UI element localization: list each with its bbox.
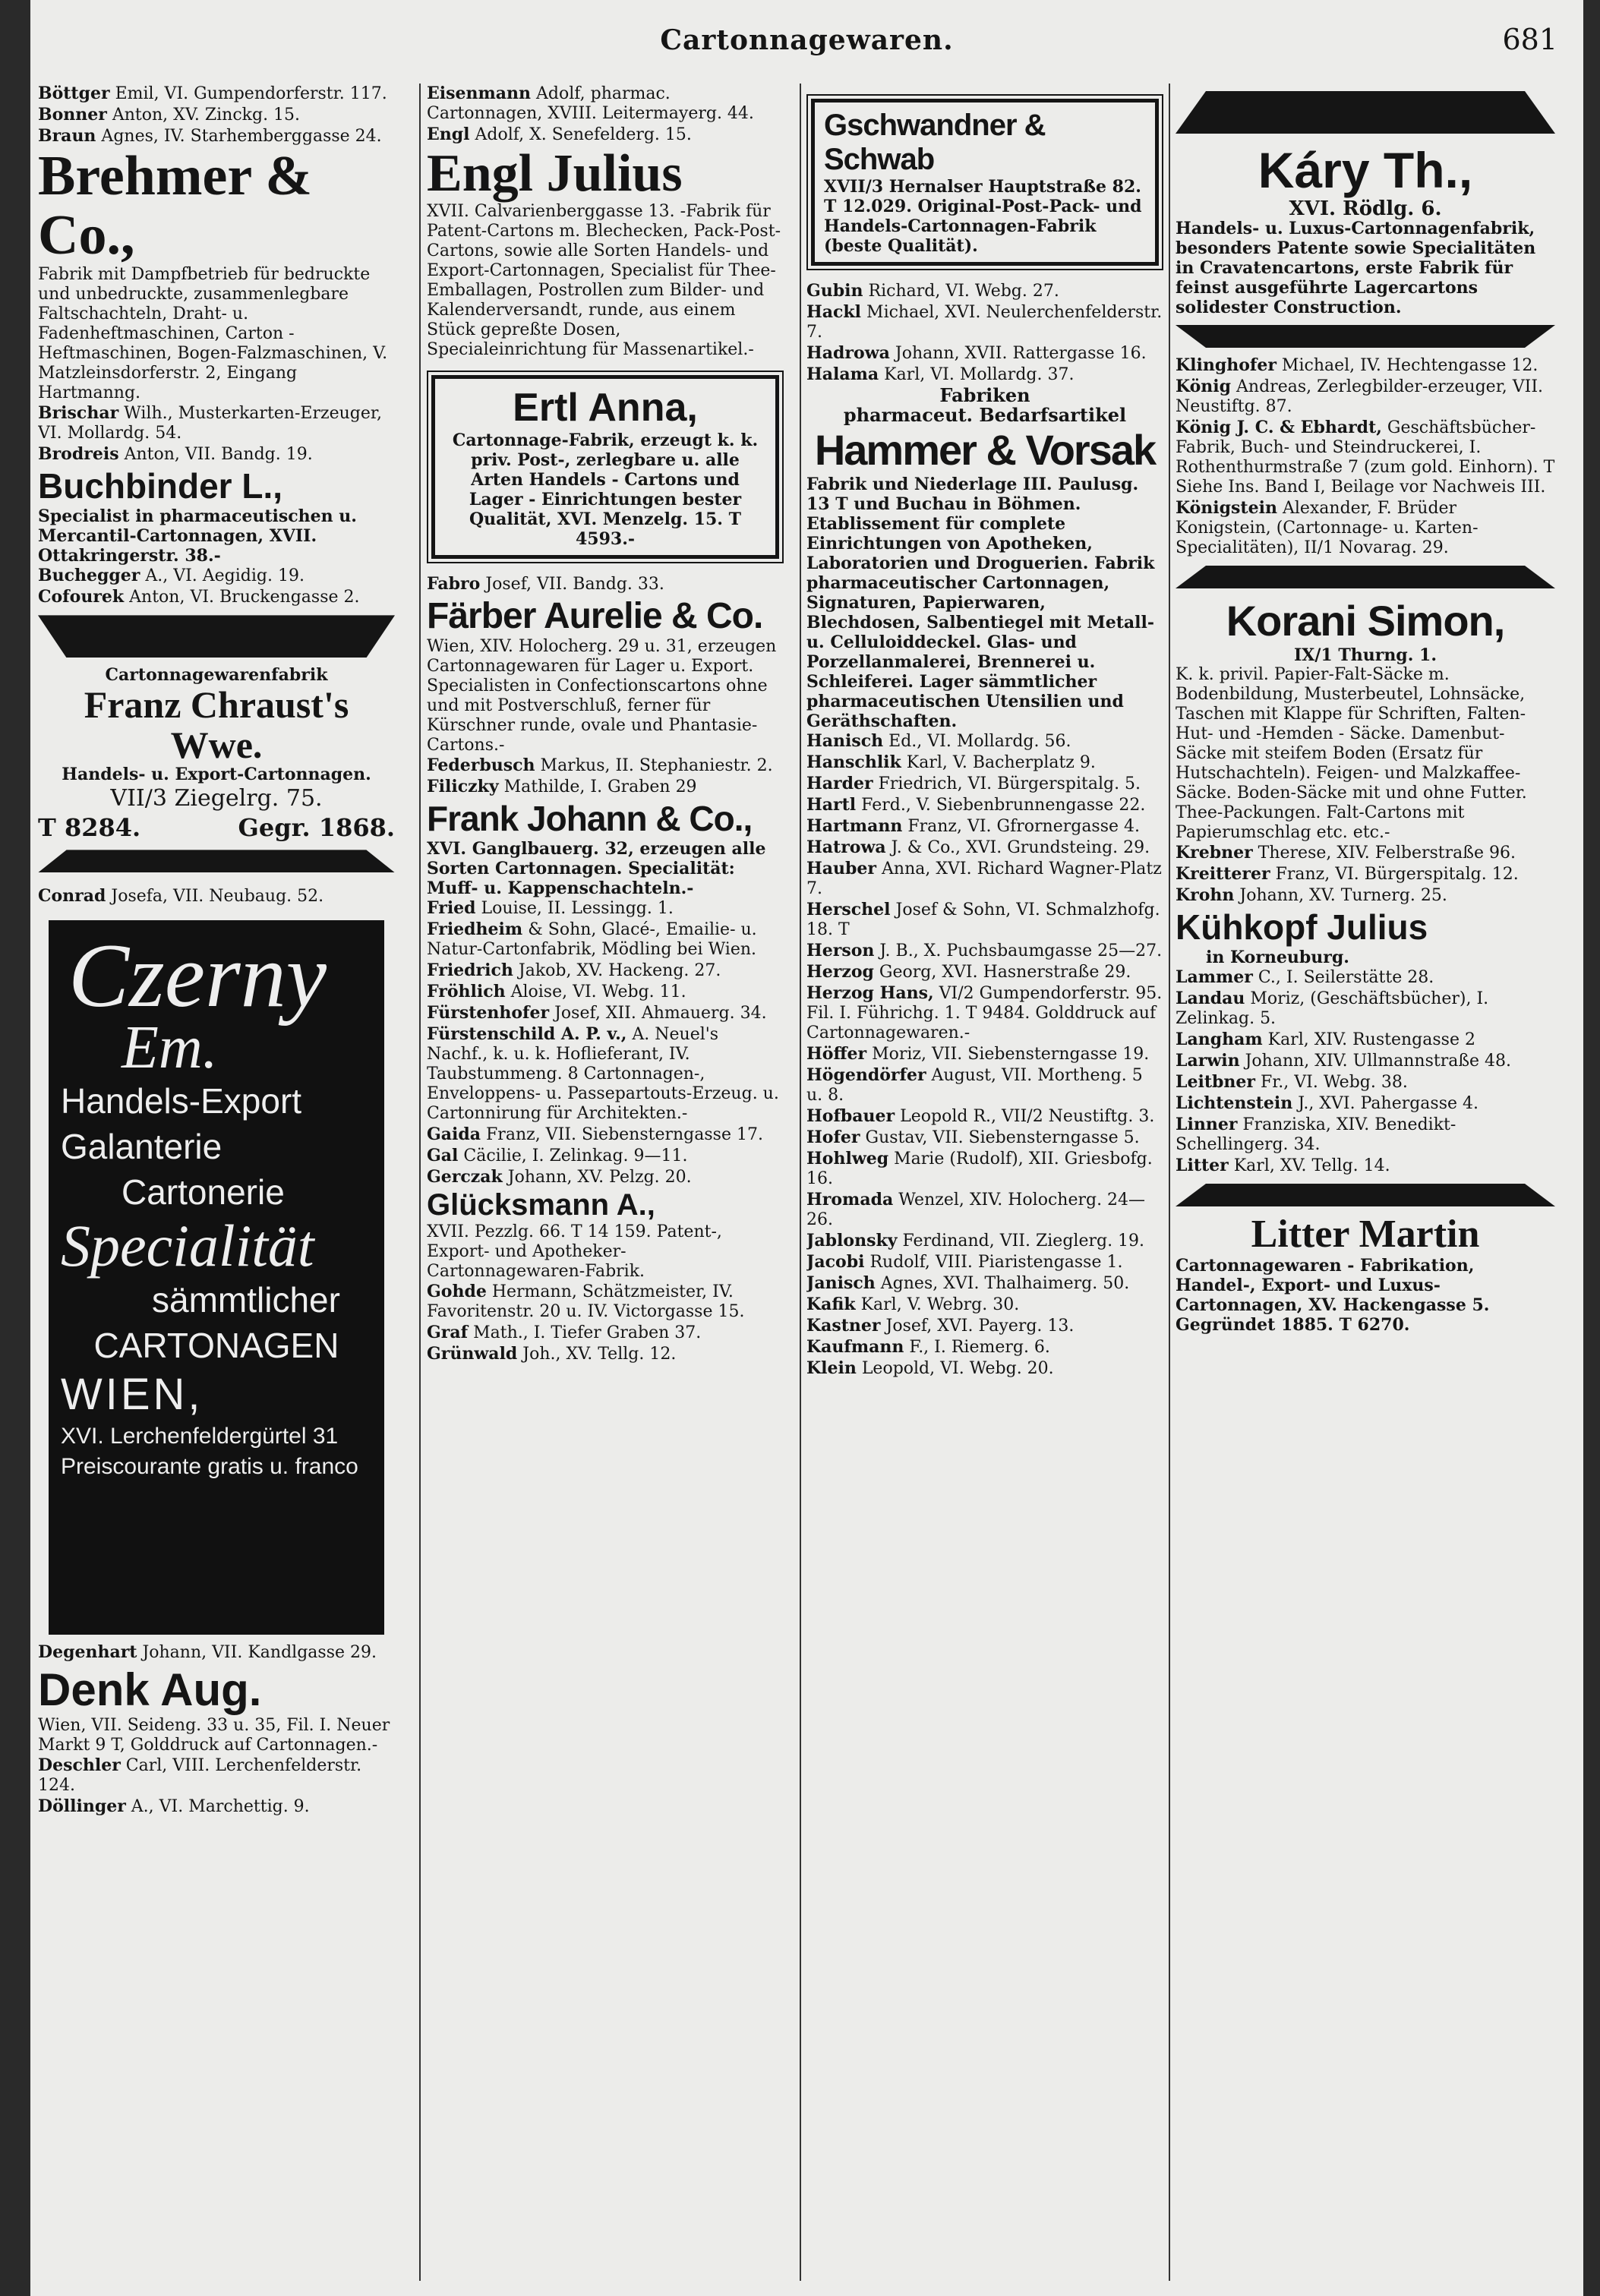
- entry-name: Kaufmann: [806, 1337, 904, 1357]
- directory-entry: [806, 962, 1163, 982]
- running-head: Cartonnagewaren.: [660, 24, 954, 56]
- entry-name: Herzog Hans,: [806, 983, 934, 1003]
- entry-name: Fröhlich: [427, 981, 506, 1001]
- ad-name: Kühkopf Julius: [1176, 907, 1428, 947]
- directory-entry: [38, 84, 395, 104]
- ad-czerny: [49, 920, 384, 1635]
- entry-details: Johann, XV. Turnerg. 25.: [1234, 886, 1447, 905]
- ad-name: Korani Simon,: [1226, 597, 1505, 645]
- entry-name: Klein: [806, 1358, 857, 1378]
- entry-name: Gaida: [427, 1124, 481, 1144]
- directory-entry: [427, 125, 784, 145]
- entry-details: Hermann, Schätzmeister, IV. Favoritenstr. 20 u. IV. Victorgasse 15.: [427, 1282, 745, 1321]
- ad-text: Specialist in pharmaceutischen u. Mercantil-Cartonnagen, XVII. Ottakringerstr. 38.-: [38, 506, 357, 566]
- ad-founded: Gegr. 1868.: [238, 813, 395, 843]
- directory-entry: [1176, 864, 1555, 885]
- directory-entry: [806, 343, 1163, 364]
- directory-entry: [38, 566, 395, 586]
- directory-entry: [806, 1295, 1163, 1315]
- entry-details: Alexander, F. Brüder Konigstein, (Cartonnage- u. Karten-Specialitäten), II/1 Novarag. 29.: [1176, 499, 1479, 557]
- directory-entry: [806, 900, 1163, 940]
- entry-details: Leopold R., VII/2 Neustiftg. 3.: [895, 1107, 1155, 1126]
- entry-name: Kreitterer: [1176, 864, 1270, 884]
- entry-details: Wenzel, XIV. Holocherg. 24—26.: [806, 1191, 1146, 1229]
- entry-details: Agnes, IV. Starhemberggasse 24.: [96, 127, 382, 146]
- entry-name: König J. C. & Ebhardt,: [1176, 418, 1382, 437]
- entry-name: Gubin: [806, 281, 863, 301]
- entry-details: Ferdinand, VII. Zieglerg. 19.: [897, 1232, 1145, 1250]
- entry-name: Landau: [1176, 989, 1245, 1008]
- ad-name: Hammer & Vorsak: [814, 426, 1156, 474]
- ad-address: XVI. Lerchenfeldergürtel 31: [61, 1424, 339, 1449]
- entry-details: Anton, VII. Bandg. 19.: [118, 445, 313, 465]
- entry-details: Josef, XII. Ahmauerg. 34.: [549, 1003, 767, 1023]
- entry-details: Adolf, pharmac. Cartonnagen, XVIII. Leitermayerg. 44.: [427, 84, 754, 123]
- directory-entry: [427, 898, 784, 919]
- entry-name: Lichtenstein: [1176, 1093, 1293, 1113]
- entry-details: Louise, II. Lessingg. 1.: [475, 898, 674, 918]
- directory-entry: [806, 1190, 1163, 1230]
- ad-name: Ertl Anna,: [513, 385, 698, 430]
- entry-name: Döllinger: [38, 1796, 126, 1817]
- ad-name: Brehmer & Co.,: [38, 145, 313, 266]
- ad-line: Cartonerie: [121, 1172, 285, 1213]
- directory-entry: [38, 126, 395, 147]
- entry-name: Gerczak: [427, 1166, 503, 1187]
- ad-name: Káry Th.,: [1258, 142, 1473, 198]
- entry-details: Josefa, VII. Neubaug. 52.: [106, 887, 324, 907]
- entry-details: F., I. Riemerg. 6.: [904, 1338, 1050, 1357]
- entry-details: Franz, VI. Bürgerspitalg. 12.: [1270, 865, 1519, 884]
- ornament-bar: [38, 850, 395, 872]
- directory-entry: [806, 1337, 1163, 1358]
- entry-name: Herzog: [806, 962, 874, 982]
- ad-city: WIEN,: [61, 1370, 204, 1420]
- directory-entry: [1176, 989, 1555, 1029]
- entry-details: Math., I. Tiefer Graben 37.: [468, 1323, 702, 1342]
- directory-entry: [1176, 843, 1555, 863]
- ad-name: Litter Martin: [1251, 1213, 1480, 1256]
- entry-details: Michael, XVI. Neulerchenfelderstr. 7.: [806, 303, 1163, 342]
- entry-details: Michael, IV. Hechtengasse 12.: [1276, 356, 1538, 375]
- entry-details: Anna, XVI. Richard Wagner-Platz 7.: [806, 859, 1162, 898]
- entry-details: Jakob, XV. Hackeng. 27.: [513, 960, 721, 980]
- directory-entry: [427, 1024, 784, 1124]
- directory-entry: [427, 1323, 784, 1343]
- ad-line: Cartonnagewarenfabrik: [105, 665, 328, 686]
- directory-entry: [806, 1273, 1163, 1294]
- ad-name: Frank Johann & Co.,: [427, 798, 753, 838]
- entry-name: Hanisch: [806, 731, 884, 751]
- directory-entry: [806, 837, 1163, 858]
- directory-entry: [806, 364, 1163, 385]
- directory-entry: [806, 774, 1163, 794]
- entry-name: Hanschlik: [806, 752, 901, 772]
- entry-name: Janisch: [806, 1273, 876, 1293]
- directory-entry: [1176, 1030, 1555, 1050]
- ad-engl: [427, 146, 784, 360]
- directory-entry: [806, 1128, 1163, 1148]
- entry-name: Federbusch: [427, 755, 535, 775]
- entry-details: Wilh., Musterkarten-Erzeuger, VI. Mollardg. 54.: [38, 404, 382, 443]
- ad-litter: [1176, 1214, 1555, 1335]
- entry-name: Klinghofer: [1176, 355, 1277, 375]
- entry-details: Anton, XV. Zinckg. 15.: [106, 106, 301, 125]
- entry-name: Hromada: [806, 1190, 894, 1210]
- entry-details: August, VII. Mortheng. 5 u. 8.: [806, 1066, 1143, 1105]
- directory-entry: [38, 886, 395, 907]
- ad-text: Fabrik mit Dampfbetrieb für bedruckte und unbedruckte, zusammenlegbare Faltschachteln, Draht- u. Fadenheftmaschinen, Carton - Heftmaschinen, Bogen-Falzmaschinen, V. Matzleinsdorferstr. 2, Eingang Hartmanng.: [38, 265, 388, 403]
- entry-details: Andreas, Zerlegbilder-erzeuger, VII. Neustiftg. 87.: [1176, 377, 1544, 416]
- directory-entry: [1176, 885, 1555, 906]
- ad-gschwandner: [811, 99, 1159, 266]
- ornament-bar: [1176, 566, 1555, 588]
- ad-text: XVII. Calvarienberggasse 13. -Fabrik für Patent-Cartons m. Blechecken, Pack-Post-Cartons, sowie alle Sorten Handels- und Export-Cartonnagen, Specialist für Thee-Emballagen, Postrollen zum Bilder- und Kalenderversandt, runde, aus einem Stück gepreßte Dosen, Specialeinrichtung für Massenartikel.-: [427, 201, 781, 359]
- entry-name: Brischar: [38, 403, 119, 424]
- entry-name: Graf: [427, 1322, 469, 1342]
- entry-details: Geschäftsbücher-Fabrik, Buch- und Steindruckerei, I. Rothenthurmstraße 7 (zum gold. Einhorn). T Siehe Ins. Band I, Beilage vor Nachweis III.: [1176, 418, 1555, 497]
- column-4: [1176, 84, 1555, 2281]
- ad-heading: pharmaceut. Bedarfsartikel: [843, 404, 1127, 426]
- entry-details: A., VI. Aegidig. 19.: [140, 566, 305, 586]
- directory-entry: [427, 1167, 784, 1187]
- ad-buchbinder: [38, 465, 395, 566]
- entry-name: Fürstenhofer: [427, 1002, 550, 1023]
- entry-details: Cäcilie, I. Zelinkag. 9—11.: [458, 1146, 688, 1165]
- entry-details: Franziska, XIV. Benedikt-Schellingerg. 34.: [1176, 1115, 1456, 1154]
- entry-details: Mathilde, I. Graben 29: [498, 777, 697, 796]
- directory-entry: [1176, 355, 1555, 376]
- entry-details: Josef, XVI. Payerg. 13.: [880, 1317, 1075, 1336]
- entry-name: König: [1176, 377, 1232, 396]
- entry-details: Therese, XIV. Felberstraße 96.: [1252, 844, 1516, 863]
- ad-heading: Fabriken: [939, 384, 1030, 406]
- directory-entry: [38, 1642, 395, 1663]
- entry-name: Bonner: [38, 105, 107, 125]
- entry-name: Krohn: [1176, 885, 1235, 905]
- ad-name: Gschwandner & Schwab: [824, 109, 1046, 176]
- ad-ertl: [431, 375, 779, 559]
- entry-details: Franz, VI. Gfrornergasse 4.: [902, 817, 1141, 836]
- ad-line: Galanterie: [61, 1127, 222, 1167]
- entry-name: Leitbner: [1176, 1072, 1255, 1092]
- ad-brehmer: [38, 147, 395, 403]
- ornament-bar: [1176, 91, 1555, 134]
- directory-entry: [806, 752, 1163, 773]
- entry-name: Hatrowa: [806, 837, 886, 857]
- directory-entry: [1176, 498, 1555, 558]
- entry-details: J. B., X. Puchsbaumgasse 25—27.: [874, 941, 1163, 960]
- ad-text: Wien, VII. Seideng. 33 u. 35, Fil. I. Neuer Markt 9 T, Golddruck auf Cartonnagen.-: [38, 1716, 390, 1755]
- entry-details: Joh., XV. Tellg. 12.: [517, 1344, 677, 1364]
- directory-entry: [806, 1149, 1163, 1189]
- entry-details: Marie (Rudolf), XII. Griesbofg. 16.: [806, 1150, 1153, 1188]
- ad-address: VII/3 Ziegelrg. 75.: [110, 785, 323, 812]
- ad-name: Färber Aurelie & Co.: [427, 595, 763, 636]
- ad-text: XVI. Ganglbauerg. 32, erzeugen alle Sorten Cartonnagen. Specialität: Muff- u. Kappenschachteln.-: [427, 838, 766, 898]
- entry-details: Friedrich, VI. Bürgerspitalg. 5.: [873, 774, 1141, 793]
- directory-entry: [38, 403, 395, 443]
- entry-name: Hauber: [806, 859, 877, 878]
- entry-details: Carl, VIII. Lerchenfelderstr. 124.: [38, 1756, 362, 1796]
- entry-details: Johann, XIV. Ullmannstraße 48.: [1239, 1052, 1512, 1071]
- directory-entry: [1176, 1093, 1555, 1114]
- directory-entry: [38, 587, 395, 607]
- ad-kary: [1176, 141, 1555, 317]
- directory-entry: [1176, 377, 1555, 417]
- directory-entry: [1176, 1115, 1555, 1155]
- entry-name: Filiczky: [427, 776, 499, 796]
- ad-line: Handels-Export: [61, 1081, 302, 1121]
- entry-details: J., XVI. Pahergasse 4.: [1292, 1094, 1479, 1113]
- directory-entry: [427, 1344, 784, 1364]
- ad-gluecksmann: [427, 1188, 784, 1282]
- ad-address: IX/1 Thurng. 1.: [1294, 645, 1437, 665]
- entry-name: Lammer: [1176, 967, 1253, 987]
- entry-name: Langham: [1176, 1030, 1263, 1049]
- entry-details: Josef & Sohn, VI. Schmalzhofg. 18. T: [806, 900, 1160, 939]
- directory-entry: [806, 1231, 1163, 1251]
- column-rule: [800, 84, 801, 2281]
- page-number: 681: [1502, 23, 1557, 56]
- directory-entry: [806, 731, 1163, 752]
- entry-name: Högendörfer: [806, 1065, 926, 1085]
- entry-name: Jacobi: [806, 1252, 865, 1272]
- entry-details: Karl, XIV. Rustengasse 2: [1262, 1030, 1475, 1049]
- entry-details: J. & Co., XVI. Grundsteing. 29.: [885, 838, 1150, 857]
- directory-entry: [1176, 1072, 1555, 1093]
- entry-name: Cofourek: [38, 587, 125, 607]
- ad-denk: [38, 1664, 395, 1755]
- ad-address: XVI. Rödlg. 6.: [1289, 197, 1442, 220]
- entry-name: Hartl: [806, 795, 857, 815]
- directory-entry: [427, 777, 784, 797]
- directory-entry: [1176, 1051, 1555, 1071]
- ad-name: Denk Aug.: [38, 1664, 262, 1716]
- ad-text: Cartonnagewaren - Fabrikation, Handel-, Export- und Luxus-Cartonnagen, XV. Hackengasse 5. Gegründet 1885. T 6270.: [1176, 1255, 1490, 1335]
- column-2: [427, 84, 784, 2281]
- entry-details: Johann, VII. Kandlgasse 29.: [137, 1643, 377, 1663]
- entry-name: Krebner: [1176, 843, 1253, 863]
- ad-chraust: [38, 665, 395, 842]
- ornament-bar: [1176, 1184, 1555, 1206]
- directory-entry: [427, 755, 784, 776]
- directory-entry: [806, 816, 1163, 837]
- directory-entry: [427, 1146, 784, 1166]
- entry-name: Böttger: [38, 84, 110, 103]
- entry-details: Markus, II. Stephaniestr. 2.: [535, 755, 773, 775]
- entry-details: Johann, XVII. Rattergasse 16.: [889, 344, 1147, 363]
- ad-text: Fabrik und Niederlage III. Paulusg. 13 T und Buchau in Böhmen. Etablissement für complete Einrichtungen von Apotheken, Laboratorien und Droguerien. Fabrik pharmaceutischer Cartonnagen, Signaturen, Papierwaren, Blechdosen, Salbentiegel mit Metall- u. Celluloiddeckel. Glas- und Porzellanmalerei, Brennerei u. Schleiferei. Lager sämmtlicher pharmaceutischen Utensilien und Geräthschaften.: [806, 475, 1155, 731]
- entry-details: Gustav, VII. Siebensterngasse 5.: [860, 1128, 1140, 1147]
- entry-name: Kafik: [806, 1295, 856, 1314]
- ad-kuehkopf: [1176, 907, 1555, 967]
- directory-entry: [1176, 418, 1555, 497]
- ad-text: K. k. privil. Papier-Falt-Säcke m. Bodenbildung, Musterbeutel, Lohnsäcke, Taschen mit Klappe für Schriften, Falten-Hut- und -Hemden - Säcke. Damenbut-Säcke mit steifem Boden (Ersatz für Hutschachteln). Feigen- und Malzkaffee-Säcke. Boden-Säcke mit und ohne Futter. Thee-Packungen. Falt-Cartons mit Papierumschlag etc. etc.-: [1176, 665, 1527, 842]
- entry-name: Eisenmann: [427, 84, 532, 103]
- directory-entry: [806, 1044, 1163, 1064]
- directory-entry: [806, 1252, 1163, 1273]
- directory-entry: [427, 919, 784, 960]
- directory-entry: [1176, 967, 1555, 988]
- entry-details: Franz, VII. Siebensterngasse 17.: [481, 1124, 763, 1144]
- entry-details: Karl, VI. Mollardg. 37.: [879, 365, 1075, 384]
- entry-details: Ed., VI. Mollardg. 56.: [883, 732, 1071, 751]
- ad-name: Engl Julius: [427, 144, 683, 203]
- entry-name: Königstein: [1176, 498, 1277, 518]
- ornament-bar: [1176, 325, 1555, 348]
- column-rule: [1169, 84, 1170, 2281]
- ad-line: Preiscourante gratis u. franco: [61, 1454, 358, 1480]
- entry-details: Agnes, XVI. Thalhaimerg. 50.: [875, 1274, 1130, 1293]
- ad-text: Handels- u. Luxus-Cartonnagenfabrik, besonders Patente sowie Specialitäten in Cravatencartons, erste Fabrik für feinst ausgeführte Lagercartons solidester Construction.: [1176, 219, 1536, 317]
- entry-name: Grünwald: [427, 1343, 518, 1364]
- column-3: [806, 84, 1163, 2281]
- column-rule: [419, 84, 421, 2281]
- entry-details: VI/2 Gumpendorferstr. 95. Fil. I. Führichg. 1. T 9484. Golddruck auf Cartonnagewaren.-: [806, 984, 1163, 1042]
- entry-details: Moriz, VII. Siebensterngasse 19.: [866, 1045, 1150, 1064]
- directory-entry: [427, 1003, 784, 1023]
- entry-name: Hohlweg: [806, 1149, 889, 1168]
- entry-name: Fabro: [427, 573, 481, 594]
- directory-page: [30, 0, 1583, 2296]
- directory-entry: [806, 302, 1163, 342]
- entry-name: Gohde: [427, 1281, 487, 1301]
- entry-name: Jablonsky: [806, 1231, 898, 1250]
- directory-entry: [806, 281, 1163, 301]
- entry-name: Degenhart: [38, 1642, 137, 1663]
- ad-line: Handels- u. Export-Cartonnagen.: [62, 765, 371, 785]
- ad-address: in Korneuburg.: [1206, 948, 1349, 967]
- entry-details: Karl, V. Bacherplatz 9.: [901, 753, 1096, 772]
- column-1: [38, 84, 395, 2281]
- entry-details: Emil, VI. Gumpendorferstr. 117.: [109, 84, 387, 103]
- directory-entry: [1176, 1156, 1555, 1176]
- entry-details: C., I. Seilerstätte 28.: [1252, 968, 1434, 987]
- directory-entry: [806, 859, 1163, 899]
- ad-name: Buchbinder L.,: [38, 466, 282, 506]
- entry-name: Larwin: [1176, 1051, 1240, 1071]
- ad-text: Cartonnage-Fabrik, erzeugt k. k. priv. Post-, zerlegbare u. alle Arten Handels - Cartons und Lager - Einrichtungen bester Qualität, XVI. Menzelg. 15. T 4593.-: [452, 430, 759, 549]
- entry-details: Karl, V. Webrg. 30.: [855, 1295, 1020, 1314]
- ad-line: Specialität: [61, 1213, 314, 1279]
- directory-entry: [806, 1358, 1163, 1379]
- entry-name: Herschel: [806, 900, 891, 919]
- directory-entry: [806, 941, 1163, 961]
- entry-details: Leopold, VI. Webg. 20.: [856, 1359, 1054, 1378]
- entry-details: Johann, XV. Pelzg. 20.: [502, 1167, 692, 1187]
- directory-entry: [427, 960, 784, 981]
- directory-entry: [806, 1065, 1163, 1105]
- entry-name: Conrad: [38, 886, 106, 907]
- directory-entry: [427, 84, 784, 124]
- entry-name: Brodreis: [38, 444, 119, 465]
- entry-name: Hackl: [806, 302, 862, 322]
- ad-name: Czerny: [68, 925, 327, 1027]
- directory-entry: [38, 1755, 395, 1796]
- ad-text: XVII/3 Hernalser Hauptstraße 82. T 12.029. Original-Post-Pack- und Handels-Cartonnagen-Fabrik (beste Qualität).: [824, 177, 1142, 256]
- entry-name: Kastner: [806, 1316, 881, 1336]
- directory-entry: [427, 1124, 784, 1145]
- entry-name: Hadrowa: [806, 343, 890, 363]
- entry-details: Adolf, X. Senefelderg. 15.: [469, 125, 692, 144]
- ad-faerber: [427, 595, 784, 755]
- entry-details: Georg, XVI. Hasnerstraße 29.: [873, 963, 1131, 982]
- entry-details: Fr., VI. Webg. 38.: [1254, 1073, 1408, 1092]
- ad-frank: [427, 798, 784, 898]
- entry-name: Linner: [1176, 1115, 1238, 1134]
- ad-firstname: Em.: [121, 1014, 218, 1082]
- entry-name: Hofer: [806, 1128, 860, 1147]
- entry-name: Fried: [427, 897, 476, 918]
- entry-details: Rudolf, VIII. Piaristengasse 1.: [864, 1253, 1123, 1272]
- directory-entry: [806, 1106, 1163, 1127]
- directory-entry: [38, 444, 395, 465]
- ad-hammer: [806, 386, 1163, 731]
- directory-entry: [806, 1316, 1163, 1336]
- entry-name: Friedheim: [427, 919, 523, 939]
- entry-details: A. Neuel's Nachf., k. u. k. Hoflieferant, IV. Taubstummeng. 8 Cartonnagen-, Enveloppens- u. Passepartouts-Erzeug. u. Cartonnirung für Architekten.-: [427, 1024, 779, 1123]
- ad-name: Franz Chraust's Wwe.: [84, 683, 349, 766]
- ad-text: XVII. Pezzlg. 66. T 14 159. Patent-, Export- und Apotheker-Cartonnagewaren-Fabrik.: [427, 1222, 722, 1281]
- entry-name: Halama: [806, 364, 879, 384]
- entry-name: Buchegger: [38, 566, 140, 586]
- entry-details: Josef, VII. Bandg. 33.: [480, 574, 664, 594]
- ad-line: CARTONAGEN: [93, 1326, 339, 1366]
- entry-details: Ferd., V. Siebenbrunnengasse 22.: [856, 796, 1146, 815]
- directory-entry: [806, 795, 1163, 815]
- entry-details: A., VI. Marchettig. 9.: [125, 1797, 310, 1817]
- entry-name: Friedrich: [427, 960, 513, 980]
- entry-details: & Sohn, Glacé-, Emailie- u. Natur-Cartonfabrik, Mödling bei Wien.: [427, 919, 757, 959]
- entry-name: Deschler: [38, 1755, 121, 1776]
- entry-details: Anton, VI. Bruckengasse 2.: [124, 588, 360, 607]
- ad-line: sämmtlicher: [152, 1280, 340, 1320]
- entry-name: Gal: [427, 1145, 459, 1165]
- entry-details: Karl, XV. Tellg. 14.: [1228, 1156, 1390, 1175]
- entry-details: Aloise, VI. Webg. 11.: [505, 982, 686, 1001]
- entry-name: Braun: [38, 126, 96, 146]
- ad-phone: T 8284.: [38, 813, 141, 843]
- ad-korani: [1176, 596, 1555, 843]
- directory-entry: [427, 1282, 784, 1322]
- directory-entry: [427, 574, 784, 594]
- entry-name: Engl: [427, 125, 470, 144]
- entry-name: Herson: [806, 941, 875, 960]
- entry-name: Harder: [806, 774, 873, 793]
- ad-text: Wien, XIV. Holocherg. 29 u. 31, erzeugen Cartonnagewaren für Lager u. Export. Specialisten in Confectionscartons ohne und mit Postverschluß, ferner für Kürschner runde, ovale und Phantasie-Cartons.-: [427, 636, 777, 755]
- directory-entry: [427, 982, 784, 1002]
- entry-name: Höffer: [806, 1044, 867, 1064]
- directory-entry: [38, 1796, 395, 1817]
- entry-details: Richard, VI. Webg. 27.: [863, 282, 1059, 301]
- entry-name: Fürstenschild A. P. v.,: [427, 1023, 627, 1044]
- entry-name: Hofbauer: [806, 1106, 895, 1126]
- entry-details: Moriz, (Geschäftsbücher), I. Zelinkag. 5.: [1176, 989, 1489, 1028]
- ornament-bar: [38, 615, 395, 658]
- ad-name: Glücksmann A.,: [427, 1187, 655, 1222]
- entry-name: Litter: [1176, 1156, 1229, 1175]
- directory-entry: [806, 983, 1163, 1043]
- directory-entry: [38, 105, 395, 125]
- entry-name: Hartmann: [806, 816, 903, 836]
